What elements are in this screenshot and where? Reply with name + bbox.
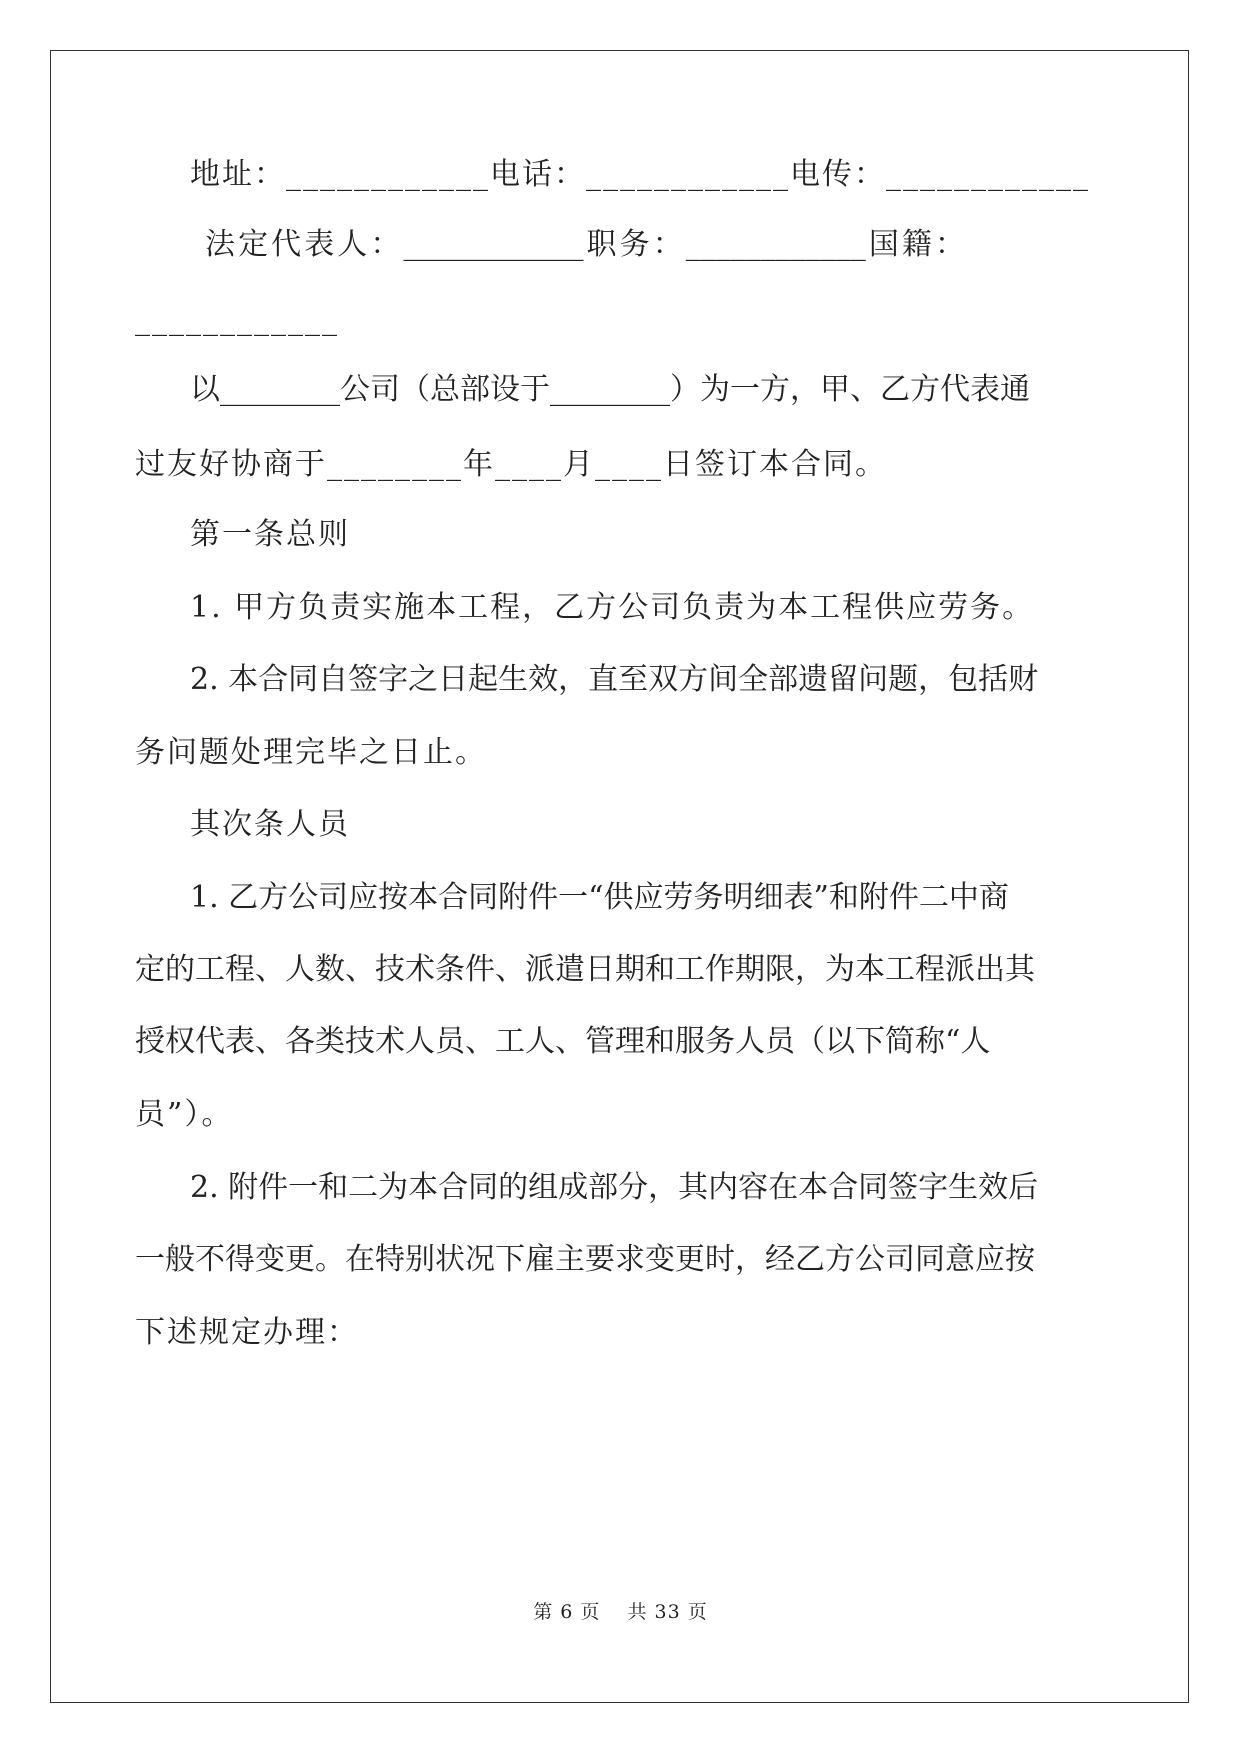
legal-representative-line: 法定代表人：____________职务：____________国籍： <box>205 227 965 262</box>
article-2-clause-2-line-3: 下述规定办理： <box>135 1315 359 1350</box>
page-number-footer: 第 6 页 共 33 页 <box>533 1601 708 1623</box>
article-2-clause-1-line-2: 定的工程、人数、技术条件、派遣日期和工作期限，为本工程派出其 <box>135 952 1035 987</box>
article-2-clause-2-line-2: 一般不得变更。在特别状况下雇主要求变更时，经乙方公司同意应按 <box>135 1242 1035 1277</box>
article-2-heading: 其次条人员 <box>190 807 350 842</box>
article-2-clause-1-line-4: 员”）。 <box>135 1097 234 1132</box>
parties-paragraph-line-1: 以________公司（总部设于________）为一方，甲、乙方代表通 <box>190 372 1030 407</box>
article-1-clause-1: 1. 甲方负责实施本工程，乙方公司负责为本工程供应劳务。 <box>190 590 1035 625</box>
article-2-clause-2-line-1: 2. 附件一和二为本合同的组成部分，其内容在本合同签字生效后 <box>190 1170 1039 1205</box>
page-border <box>50 50 1189 1703</box>
article-2-clause-1-line-3: 授权代表、各类技术人员、工人、管理和服务人员（以下简称“人 <box>135 1024 991 1059</box>
article-2-clause-1-line-1: 1. 乙方公司应按本合同附件一“供应劳务明细表”和附件二中商 <box>190 880 1009 915</box>
article-1-heading: 第一条总则 <box>190 517 350 552</box>
parties-paragraph-line-2: 过友好协商于________年____月____日签订本合同。 <box>135 447 887 482</box>
nationality-blank-line: ____________ <box>135 302 339 337</box>
article-1-clause-2-line-2: 务问题处理完毕之日止。 <box>135 735 487 770</box>
address-phone-telex-line: 地址：____________电话：____________电传：____________ <box>190 157 1090 192</box>
article-1-clause-2-line-1: 2. 本合同自签字之日起生效，直至双方间全部遗留问题，包括财 <box>190 662 1039 697</box>
